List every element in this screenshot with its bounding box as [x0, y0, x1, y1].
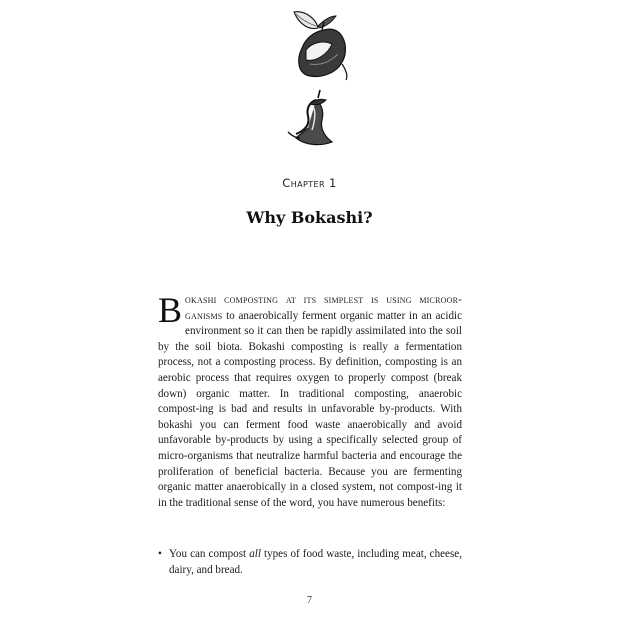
- chapter-title: Why Bokashi?: [246, 208, 373, 227]
- list-item: [158, 547, 462, 578]
- apple-slice-icon: [294, 12, 347, 80]
- apple-core-icon: [288, 90, 332, 145]
- lead-in-small-caps: okashi composting at its simplest is using microor-ganisms: [185, 294, 462, 322]
- list-item-text-before: You can compost: [169, 548, 250, 560]
- list-item-text-after: types of food waste, including meat, cheese, dairy, and bread.: [169, 548, 462, 576]
- list-item-emphasis: all: [249, 548, 261, 560]
- body-paragraph: [158, 290, 462, 511]
- chapter-label: Chapter 1: [282, 176, 337, 190]
- paragraph-text: to anaerobically ferment organic matter in an acidic environment so it can then be rapidly assimilated into the soil by the soil biota. Bokashi composting is really a fermentation process, not a composting process. By definition, composting is an aerobic process that requires oxygen to properly compost (break down) organic matter. In traditional composting, anaerobic compost-ing is bad and results in unfavorable by-products. With bokashi you can ferment food waste anaerobically and avoid unfavorable by-products by using a specifically selected group of micro-organisms that neutralize harmful bacteria and encourage the proliferation of beneficial bacteria. Because you are fermenting organic matter anaerobically in a closed system, not compost-ing it in the traditional sense of the word, you have numerous benefits:: [158, 309, 462, 509]
- drop-cap: B: [158, 290, 183, 330]
- bullet-mark: •: [158, 548, 162, 560]
- page-number: 7: [307, 595, 312, 606]
- benefits-list: [158, 547, 462, 578]
- apple-illustration: [266, 4, 360, 152]
